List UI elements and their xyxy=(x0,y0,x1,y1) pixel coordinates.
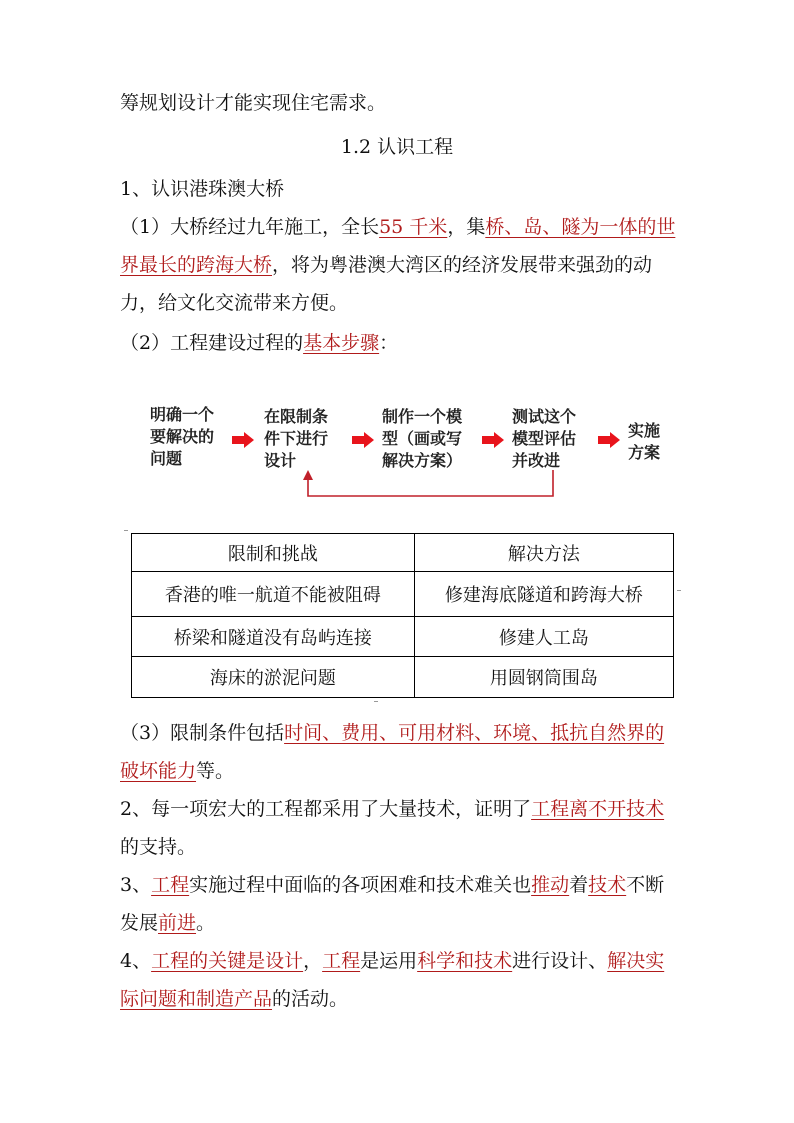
answer-engineering-needs-tech: 工程离不开技术 xyxy=(531,798,665,820)
table-cell: 修建海底隧道和跨海大桥 xyxy=(414,572,673,617)
table-corner-mark xyxy=(677,590,681,591)
table-corner-mark xyxy=(374,701,378,702)
table-corner-mark xyxy=(124,530,128,531)
table-row xyxy=(132,617,674,657)
step-design: 在限制条 件下进行 设计 xyxy=(264,407,329,470)
table-header-row xyxy=(132,534,674,572)
heading-bridge: 1、认识港珠澳大桥 xyxy=(120,178,285,200)
paragraph-design-key: 4、工程的关键是设计，工程是运用科学和技术进行设计、解决实际问题和制造产品的活动。 xyxy=(120,950,665,1010)
answer-basic-steps: 基本步骤 xyxy=(303,332,380,354)
step-implement: 实施 方案 xyxy=(628,421,661,462)
paragraph-bridge-intro: （1）大桥经过九年施工，全长55 千米，集桥、岛、隧为一体的世界最长的跨海大桥，将为粤港澳大湾区的经济发展带来强劲的动力，给文化交流带来方便。 xyxy=(120,216,676,314)
arrow-right-icon xyxy=(598,432,620,448)
answer-bridge-feature: 桥、岛、隧为一体的世界最长的跨海大桥 xyxy=(120,216,676,276)
table-row xyxy=(132,572,674,617)
table-row xyxy=(132,657,674,698)
step-build-model: 制作一个模 型（画或写 解决方案） xyxy=(382,407,463,470)
arrow-right-icon xyxy=(232,432,254,448)
paragraph-continuation: 筹规划设计才能实现住宅需求。 xyxy=(120,92,387,114)
table-cell: 用圆钢筒围岛 xyxy=(414,657,673,698)
table-cell: 桥梁和隧道没有岛屿连接 xyxy=(132,617,415,657)
paragraph-constraints: （3）限制条件包括时间、费用、可用材料、环境、抵抗自然界的破坏能力等。 xyxy=(120,722,665,782)
step-test-improve: 测试这个 模型评估 并改进 xyxy=(512,407,577,470)
table-cell: 海床的淤泥问题 xyxy=(132,657,415,698)
arrow-right-icon xyxy=(352,432,374,448)
paragraph-steps: （2）工程建设过程的基本步骤： xyxy=(120,332,399,354)
section-title: 1.2 认识工程 xyxy=(340,136,454,158)
engineering-process-flowchart xyxy=(120,400,680,510)
step-identify-problem: 明确一个 要解决的 问题 xyxy=(150,405,215,468)
paragraph-technology: 2、每一项宏大的工程都采用了大量技术，证明了工程离不开技术的支持。 xyxy=(120,798,665,858)
paragraph-progress: 3、工程实施过程中面临的各项困难和技术难关也推动着技术不断发展前进。 xyxy=(120,874,665,934)
feedback-loop-arrow-icon xyxy=(300,468,560,502)
arrow-right-icon xyxy=(482,432,504,448)
table-header-cell: 限制和挑战 xyxy=(132,534,415,572)
challenges-table xyxy=(131,533,674,698)
table-cell: 修建人工岛 xyxy=(414,617,673,657)
table-header-cell: 解决方法 xyxy=(414,534,673,572)
table-cell: 香港的唯一航道不能被阻碍 xyxy=(132,572,415,617)
answer-constraints: 时间、费用、可用材料、环境、抵抗自然界的破坏能力 xyxy=(120,722,665,782)
answer-length: 55 千米 xyxy=(379,216,448,238)
